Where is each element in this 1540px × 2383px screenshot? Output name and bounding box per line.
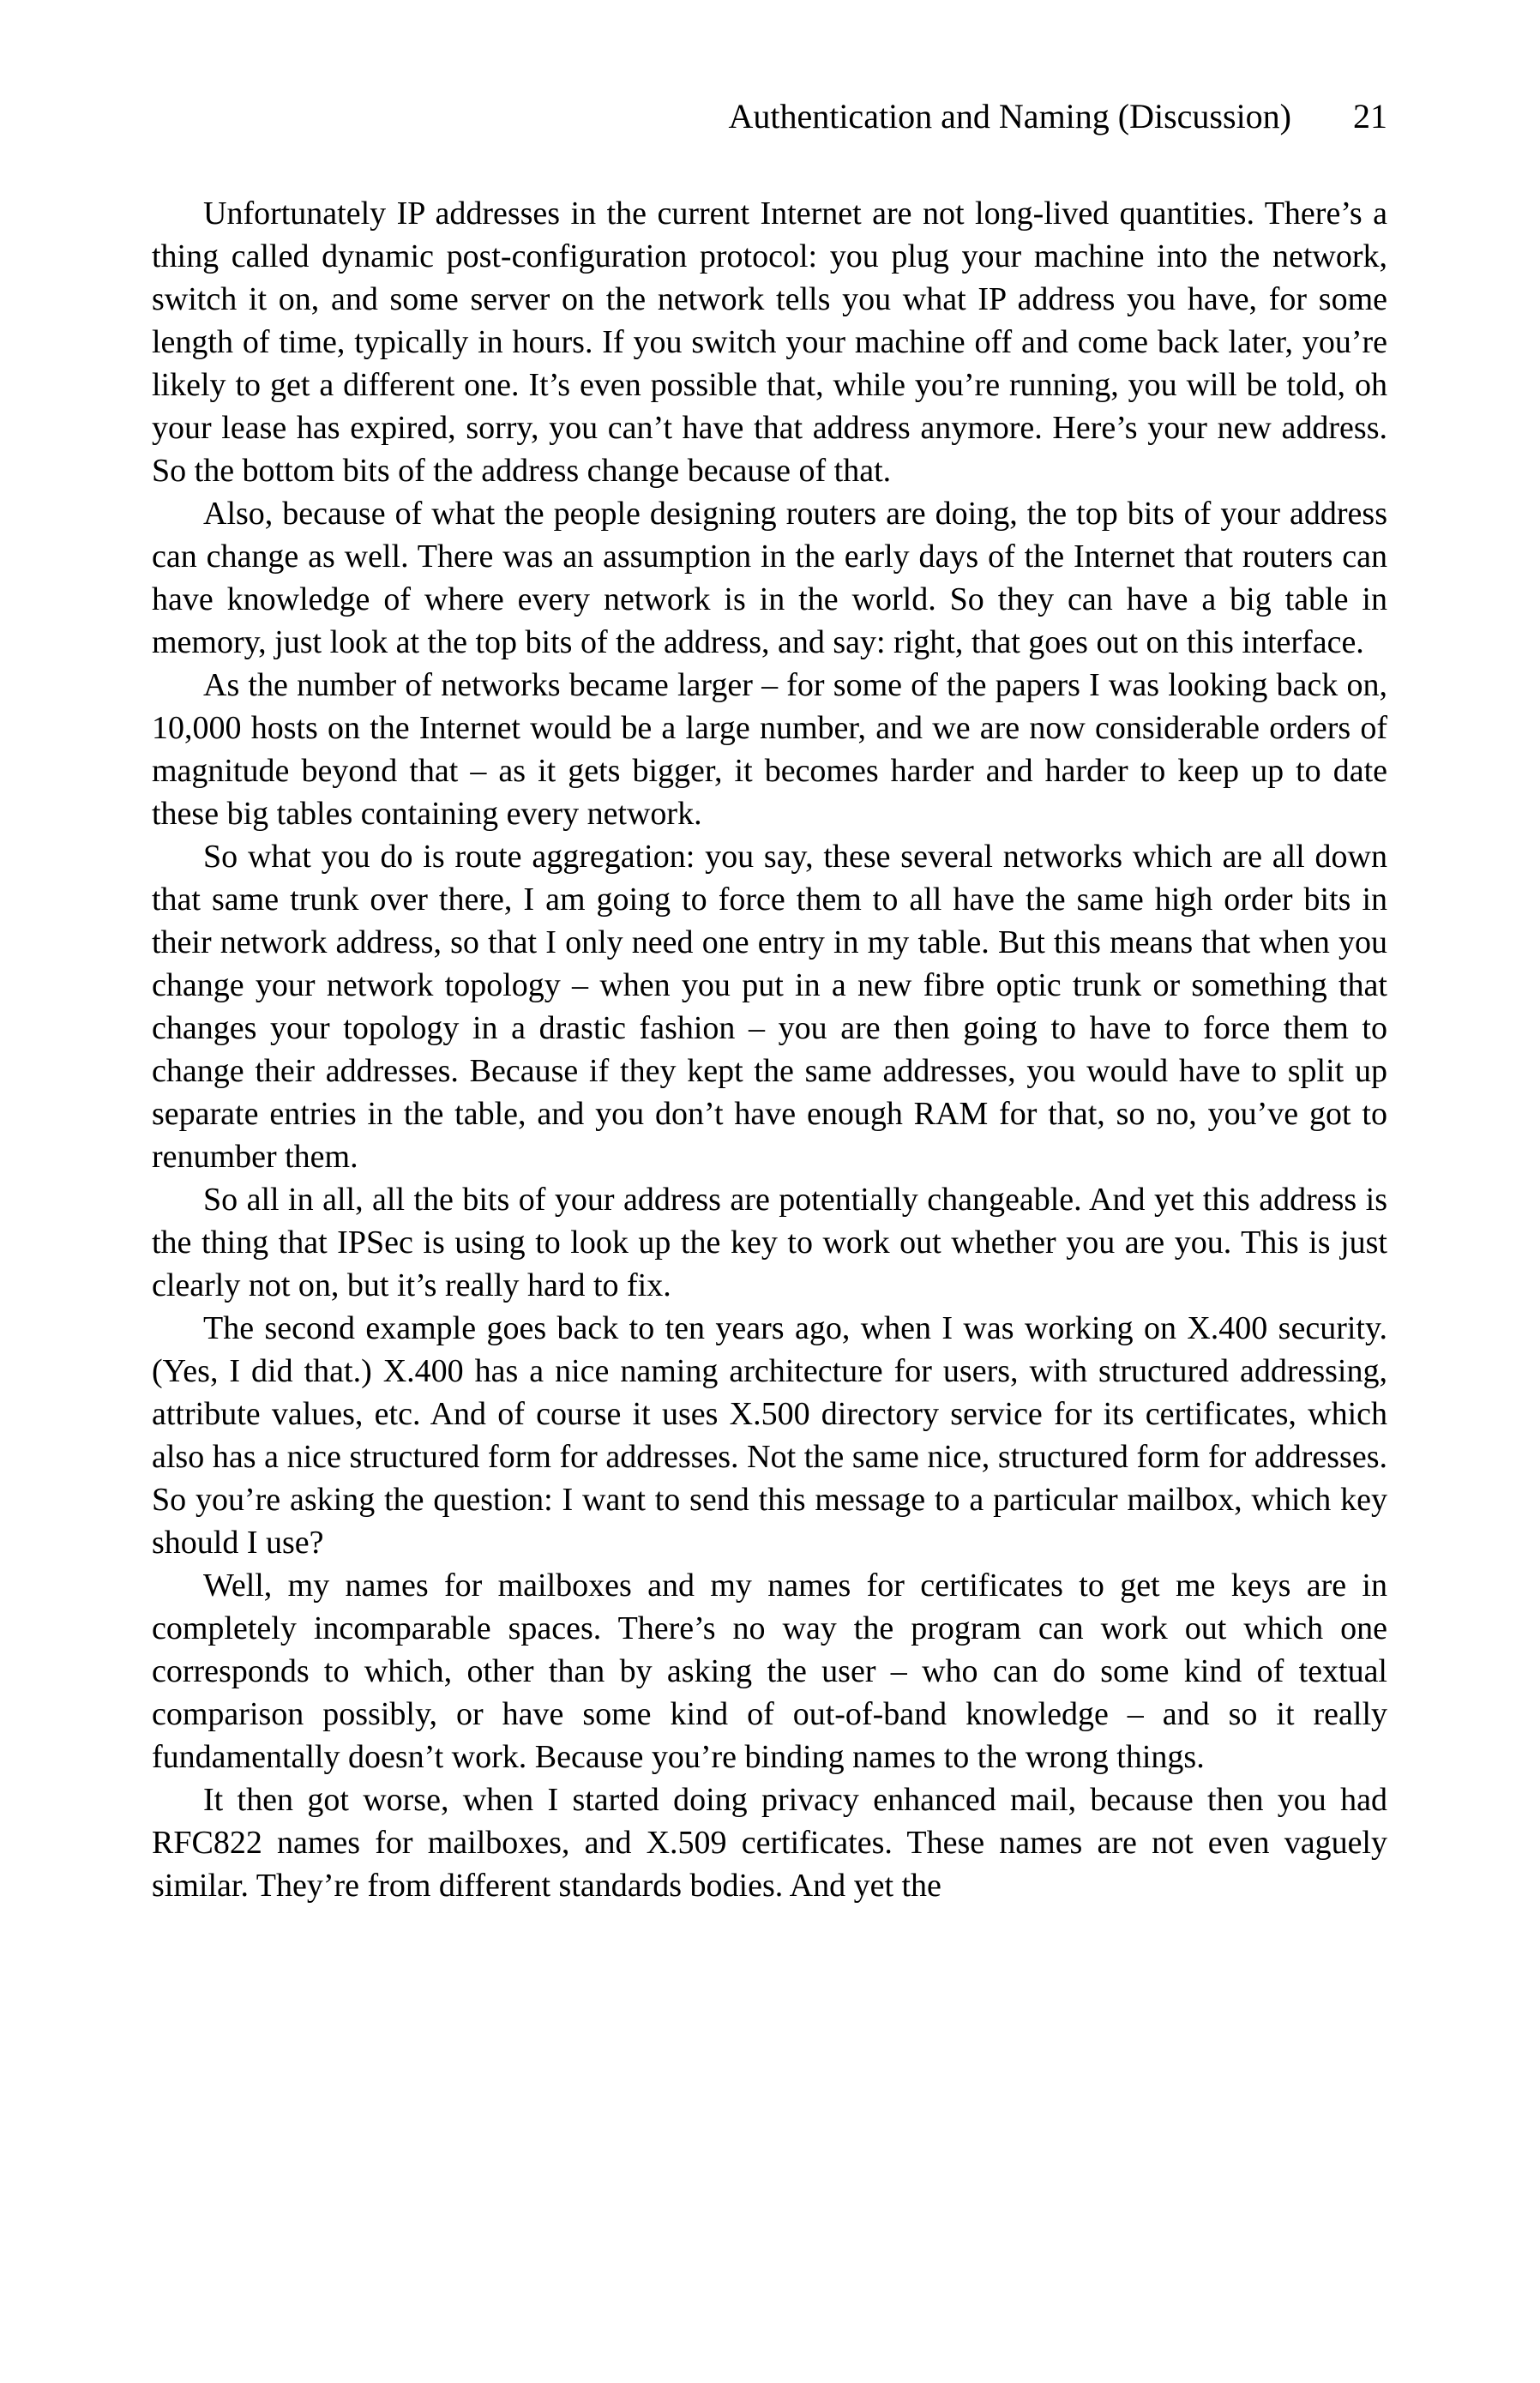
page-header [152, 96, 1387, 137]
paragraph: The second example goes back to ten years ago, when I was working on X.400 security. (Yes, I did that.) X.400 has a nice naming architecture for users, with structured addressing, attribute values, etc. And of course it uses X.500 directory service for its certificates, which also has a nice structured form for addresses. Not the same nice, structured form for addresses. So you’re asking the question: I want to send this message to a particular mailbox, which key should I use? [152, 1310, 1387, 1561]
page-number: 21 [1353, 97, 1387, 135]
paragraph: So what you do is route aggregation: you say, these several networks which are all down that same trunk over there, I am going to force them to all have the same high order bits in their network address, so that I only need one entry in my table. But this means that when you change your network topology – when you put in a new fibre optic trunk or something that changes your topology in a drastic fashion – you are then going to have to force them to change their addresses. Because if they kept the same addresses, you would have to split up separate entries in the table, and you don’t have enough RAM for that, so no, you’ve got to renumber them. [152, 839, 1387, 1175]
paragraph: It then got worse, when I started doing privacy enhanced mail, because then you had RFC822 names for mailboxes, and X.509 certificates. These names are not even vaguely similar. They’re from different standards bodies. And yet the [152, 1782, 1387, 1904]
running-title: Authentication and Naming (Discussion) [728, 97, 1291, 135]
paragraph: Unfortunately IP addresses in the current Internet are not long-lived quantities. There’s a thing called dynamic post-configuration protocol: you plug your machine into the network, switch it on, and some server on the network tells you what IP address you have, for some length of time, typically in hours. If you switch your machine off and come back later, you’re likely to get a different one. It’s even possible that, while you’re running, you will be told, oh your lease has expired, sorry, you can’t have that address anymore. Here’s your new address. So the bottom bits of the address change because of that. [152, 196, 1387, 489]
paragraph: Well, my names for mailboxes and my names for certificates to get me keys are in completely incomparable spaces. There’s no way the program can work out which one corresponds to which, other than by asking the user – who can do some kind of textual comparison possibly, or have some kind of out-of-band knowledge – and so it really fundamentally doesn’t work. Because you’re binding names to the wrong things. [152, 1568, 1387, 1775]
paragraph: So all in all, all the bits of your address are potentially changeable. And yet this address is the thing that IPSec is using to look up the key to work out whether you are you. This is just clearly not on, but it’s really hard to fix. [152, 1182, 1387, 1303]
paragraph: Also, because of what the people designing routers are doing, the top bits of your address can change as well. There was an assumption in the early days of the Internet that routers can have knowledge of where every network is in the world. So they can have a big table in memory, just look at the top bits of the address, and say: right, that goes out on this interface. [152, 496, 1387, 660]
paragraph: As the number of networks became larger – for some of the papers I was looking back on, 10,000 hosts on the Internet would be a large number, and we are now considerable orders of magnitude beyond that – as it gets bigger, it becomes harder and harder to keep up to date these big tables containing every network. [152, 667, 1387, 832]
body-text [152, 192, 1387, 1907]
